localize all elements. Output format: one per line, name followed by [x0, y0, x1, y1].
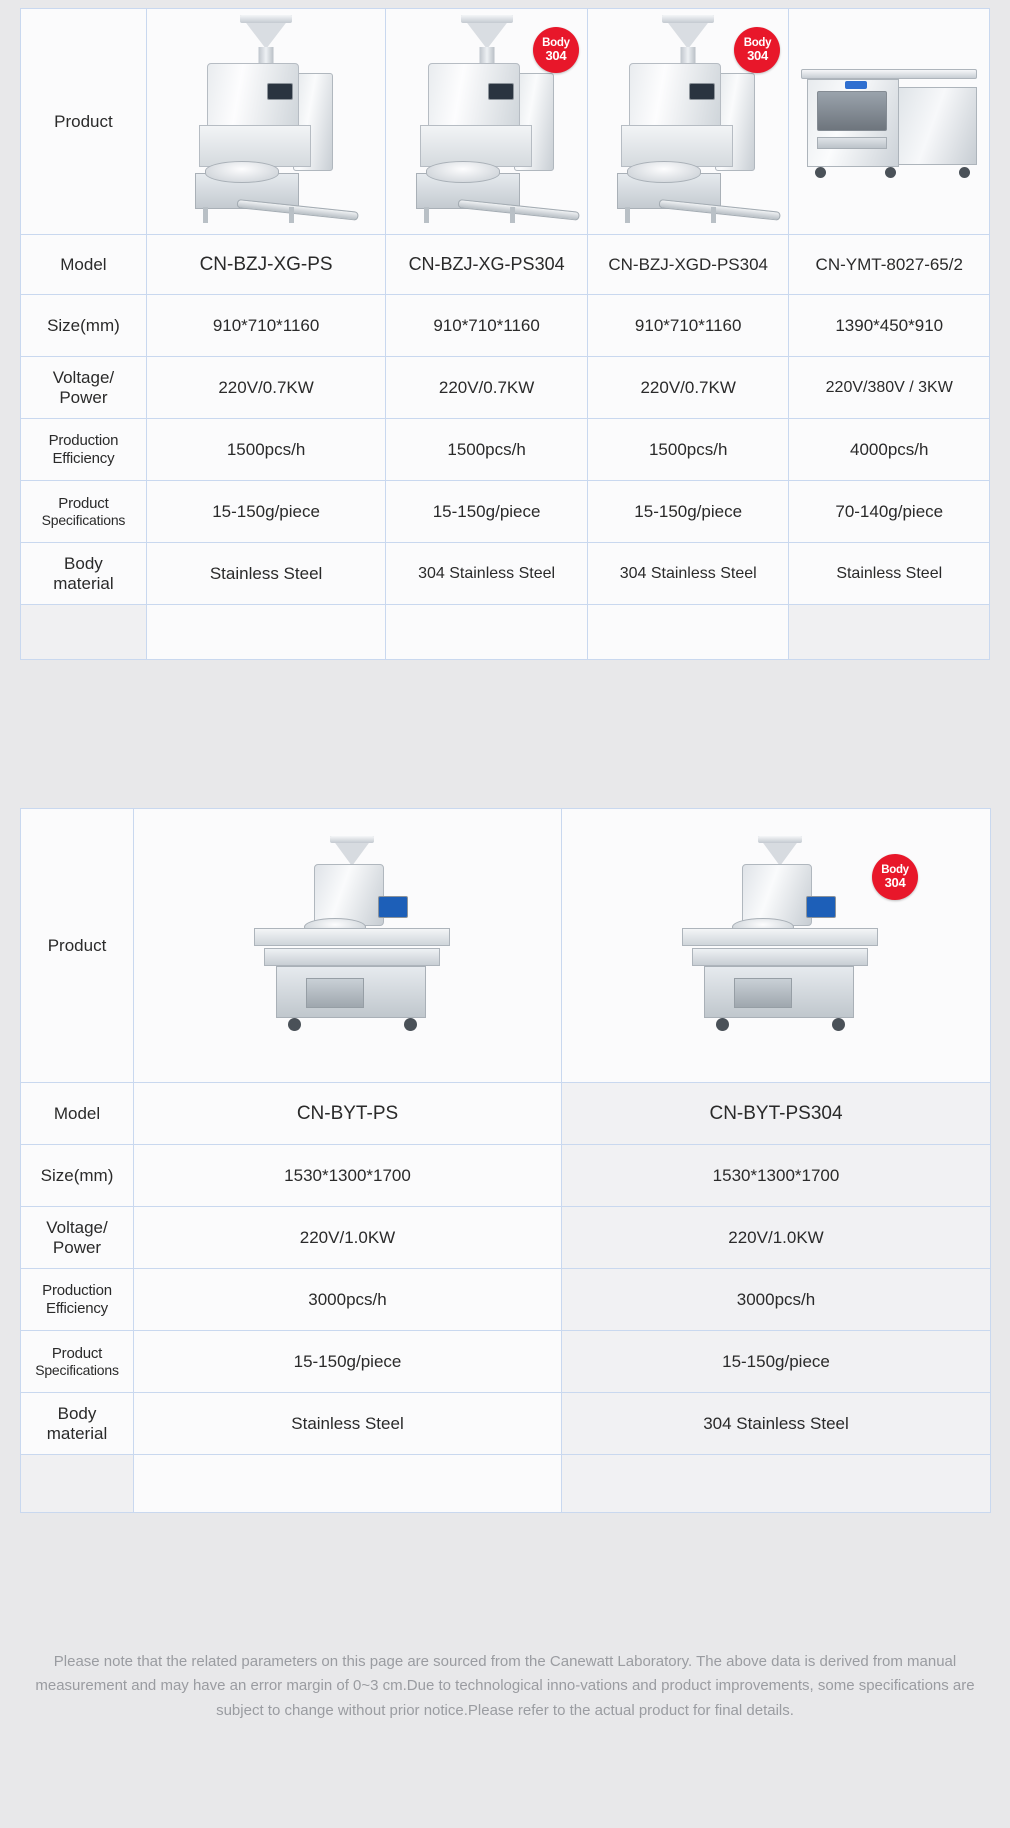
row-label-specs-line2: Specifications: [35, 1362, 119, 1379]
cell-size-6: 1530*1300*1700: [562, 1145, 991, 1207]
cell-specs-2: 15-150g/piece: [386, 481, 588, 543]
row-label-voltage-line1: Voltage/: [52, 367, 115, 387]
product-image-1: [147, 13, 385, 231]
row-label-specs-line1: Product: [58, 494, 109, 512]
blank-cell-4: [789, 605, 990, 660]
row-label-voltage-line1: Voltage/: [46, 1217, 108, 1237]
cell-body-3: 304 Stainless Steel: [587, 543, 789, 605]
cell-model-3: CN-BZJ-XGD-PS304: [587, 235, 789, 295]
cell-efficiency-2: 1500pcs/h: [386, 419, 588, 481]
cell-specs-6: 15-150g/piece: [562, 1331, 991, 1393]
product-image-cell-4: [789, 9, 990, 235]
table-row-voltage: [21, 357, 990, 419]
cell-voltage-3: 220V/0.7KW: [587, 357, 789, 419]
cell-model-1: CN-BZJ-XG-PS: [146, 235, 385, 295]
table-row-specs: [21, 481, 990, 543]
table-row-size: [21, 295, 990, 357]
row-label-efficiency-line1: Production: [48, 432, 119, 450]
blank-cell-1: [146, 605, 385, 660]
product-image-5: [134, 836, 561, 1056]
row-label-voltage: [21, 1207, 134, 1269]
cell-efficiency-3: 1500pcs/h: [587, 419, 789, 481]
table2-row-voltage: [21, 1207, 991, 1269]
blank-cell-6: [562, 1455, 991, 1513]
table-row-body: [21, 543, 990, 605]
body-304-badge: [734, 27, 780, 73]
cell-voltage-4: 220V/380V / 3KW: [789, 357, 990, 419]
cell-body-1: Stainless Steel: [146, 543, 385, 605]
product-image-6: [562, 836, 990, 1056]
badge-line-2: 304: [884, 874, 906, 890]
row-label-specs-line2: Specifications: [41, 512, 126, 529]
table2-row-specs: [21, 1331, 991, 1393]
table2-row-efficiency: [21, 1269, 991, 1331]
cell-body-6: 304 Stainless Steel: [562, 1393, 991, 1455]
row-label-body-line2: material: [46, 1423, 108, 1443]
cell-specs-3: 15-150g/piece: [587, 481, 789, 543]
row-label-product: Product: [21, 809, 134, 1083]
badge-line-2: 304: [545, 47, 567, 63]
table-row-blank: [21, 605, 990, 660]
body-304-badge: [533, 27, 579, 73]
row-label-efficiency: [21, 419, 147, 481]
cell-voltage-2: 220V/0.7KW: [386, 357, 588, 419]
row-label-body: [21, 1393, 134, 1455]
blank-cell-2: [386, 605, 588, 660]
blank-cell-label: [21, 1455, 134, 1513]
row-label-voltage-line2: Power: [59, 387, 108, 407]
product-image-3: [588, 13, 789, 231]
row-label-model: Model: [21, 235, 147, 295]
cell-efficiency-4: 4000pcs/h: [789, 419, 990, 481]
row-label-body: [21, 543, 147, 605]
cell-specs-1: 15-150g/piece: [146, 481, 385, 543]
blank-cell-3: [587, 605, 789, 660]
encrusting-machine-icon: [181, 13, 351, 231]
row-label-efficiency-line2: Efficiency: [46, 1299, 108, 1317]
table2-row-model: [21, 1083, 991, 1145]
row-label-efficiency: [21, 1269, 134, 1331]
disclaimer-note: Please note that the related parameters on this page are sourced from the Canewatt Laboratory. The above data is derived from manual measurement and may have an error margin of 0~3 cm.Due to technological inno-vations and product improvements, some specifications are subject to change without prior notice.Please refer to the actual product for final details.: [35, 1653, 975, 1719]
bun-forming-machine-icon: [646, 836, 906, 1056]
row-label-body-line1: Body: [57, 1403, 97, 1423]
table2-row-size: [21, 1145, 991, 1207]
cell-model-2: CN-BZJ-XG-PS304: [386, 235, 588, 295]
cell-body-5: Stainless Steel: [134, 1393, 562, 1455]
product-image-4: [789, 47, 989, 197]
cell-efficiency-1: 1500pcs/h: [146, 419, 385, 481]
table-row-efficiency: [21, 419, 990, 481]
product-image-cell-1: [146, 9, 385, 235]
row-label-body-line2: material: [53, 573, 114, 593]
cell-size-5: 1530*1300*1700: [134, 1145, 562, 1207]
cell-specs-4: 70-140g/piece: [789, 481, 990, 543]
product-image-cell-2: [386, 9, 588, 235]
table-row-model: [21, 235, 990, 295]
row-label-specs: [21, 1331, 134, 1393]
badge-line-1: Body: [743, 36, 772, 49]
table2-row-product: [21, 809, 991, 1083]
blank-cell-label: [21, 605, 147, 660]
cell-voltage-6: 220V/1.0KW: [562, 1207, 991, 1269]
row-label-voltage: [21, 357, 147, 419]
tunnel-oven-machine-icon: [801, 47, 977, 197]
row-label-size: Size(mm): [21, 295, 147, 357]
row-label-voltage-line2: Power: [52, 1237, 102, 1257]
row-label-specs-line1: Product: [51, 1344, 103, 1362]
row-label-efficiency-line2: Efficiency: [52, 449, 115, 467]
row-label-specs: [21, 481, 147, 543]
cell-voltage-1: 220V/0.7KW: [146, 357, 385, 419]
cell-model-6: CN-BYT-PS304: [562, 1083, 991, 1145]
product-image-cell-3: [587, 9, 789, 235]
table-row-product: [21, 9, 990, 235]
cell-size-1: 910*710*1160: [146, 295, 385, 357]
cell-efficiency-5: 3000pcs/h: [134, 1269, 562, 1331]
badge-line-2: 304: [747, 47, 768, 63]
cell-size-2: 910*710*1160: [386, 295, 588, 357]
badge-line-1: Body: [881, 863, 909, 876]
badge-line-1: Body: [542, 36, 570, 49]
cell-voltage-5: 220V/1.0KW: [134, 1207, 562, 1269]
product-image-cell-5: [134, 809, 562, 1083]
spec-table-2: [20, 808, 991, 1513]
bun-forming-machine-icon: [218, 836, 478, 1056]
body-304-badge: [872, 854, 918, 900]
cell-size-4: 1390*450*910: [789, 295, 990, 357]
cell-efficiency-6: 3000pcs/h: [562, 1269, 991, 1331]
row-label-size: Size(mm): [21, 1145, 134, 1207]
product-image-cell-6: [562, 809, 991, 1083]
cell-body-2: 304 Stainless Steel: [386, 543, 588, 605]
blank-cell-5: [134, 1455, 562, 1513]
cell-model-4: CN-YMT-8027-65/2: [789, 235, 990, 295]
row-label-model: Model: [21, 1083, 134, 1145]
cell-size-3: 910*710*1160: [587, 295, 789, 357]
cell-body-4: Stainless Steel: [789, 543, 990, 605]
row-label-efficiency-line1: Production: [42, 1282, 112, 1300]
row-label-product: Product: [21, 9, 147, 235]
table2-row-body: [21, 1393, 991, 1455]
product-image-2: [386, 13, 587, 231]
cell-model-5: CN-BYT-PS: [134, 1083, 562, 1145]
table2-row-blank: [21, 1455, 991, 1513]
cell-specs-5: 15-150g/piece: [134, 1331, 562, 1393]
row-label-body-line1: Body: [64, 553, 103, 573]
spec-table-1: [20, 8, 990, 660]
